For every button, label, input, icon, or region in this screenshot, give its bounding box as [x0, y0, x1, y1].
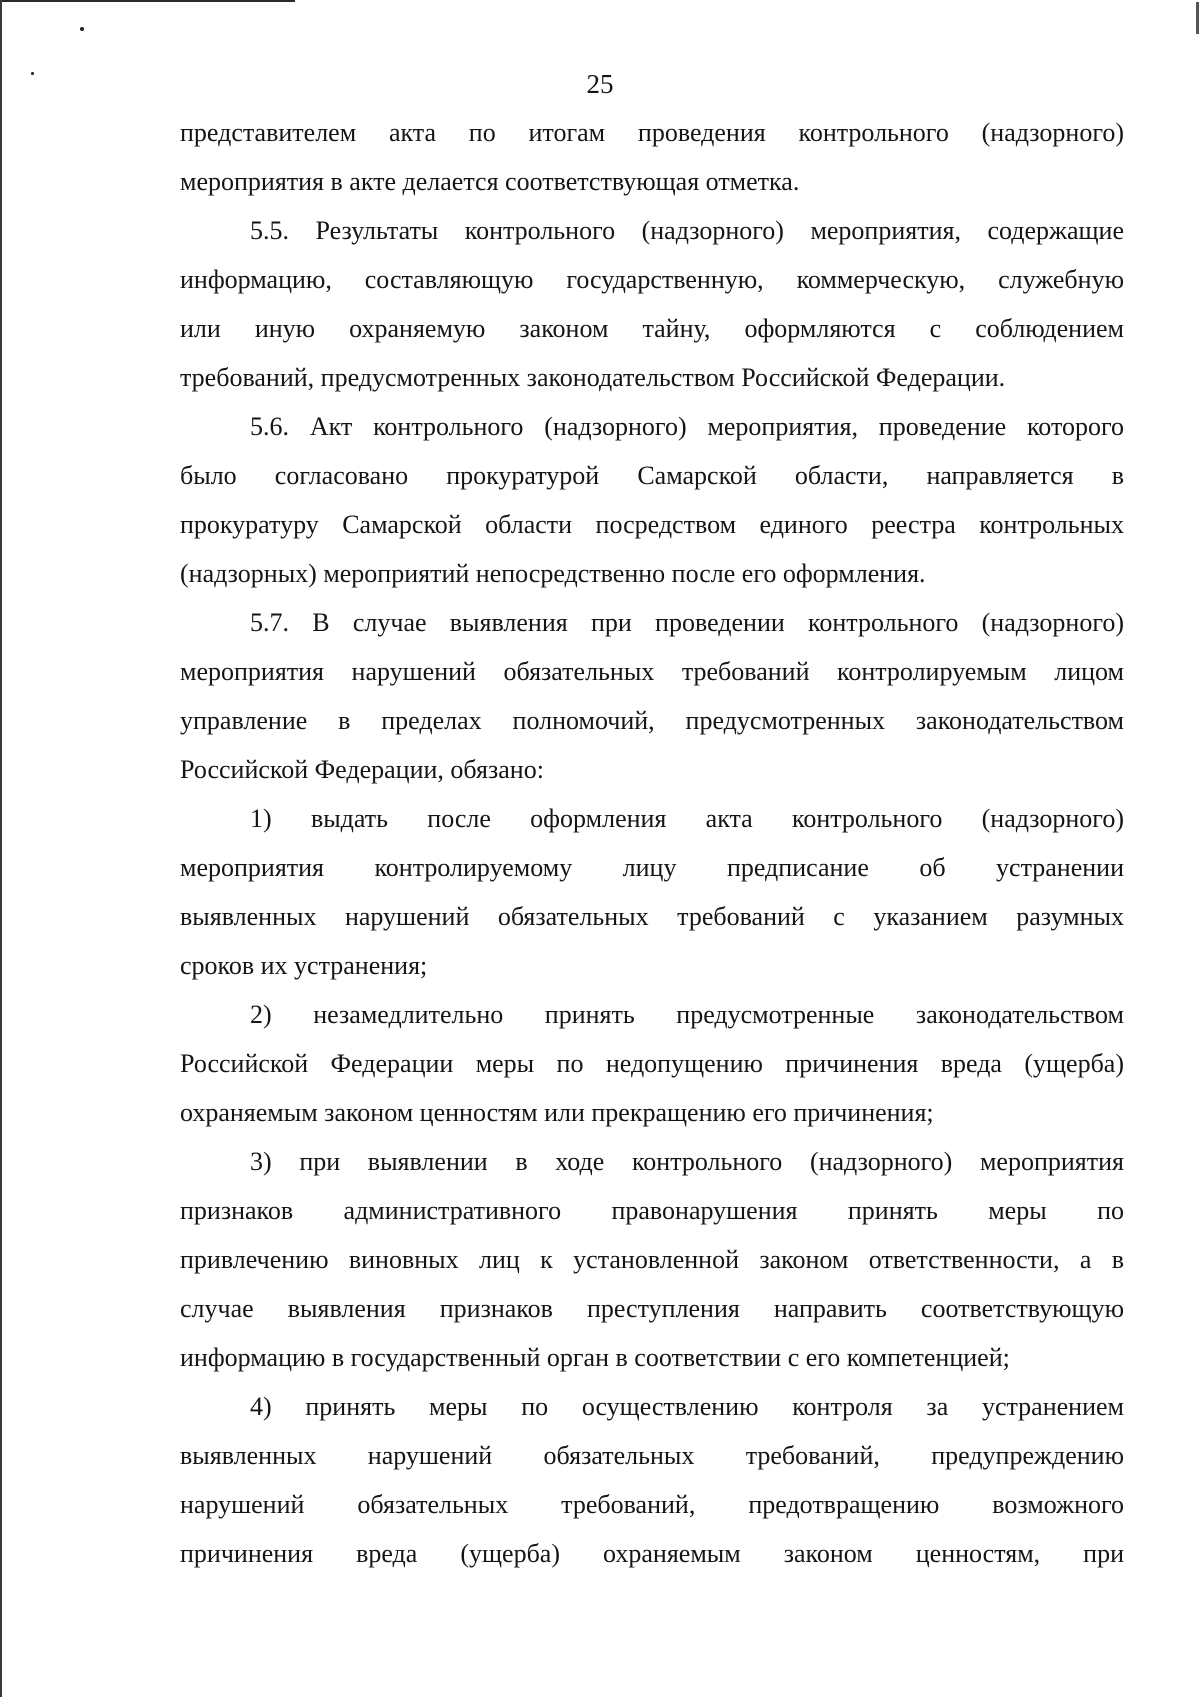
scan-speck — [80, 27, 84, 31]
text-line: требований, предусмотренных законодательством Российской Федерации. — [180, 363, 1006, 392]
text-line: представителем акта по итогам проведения контрольного (надзорного) — [180, 118, 1124, 147]
text-line: 1) выдать после оформления акта контрольного (надзорного) — [250, 804, 1124, 833]
text-line: информацию в государственный орган в соответствии с его компетенцией; — [180, 1343, 1010, 1372]
text-line: 5.5. Результаты контрольного (надзорного) мероприятия, содержащие — [250, 216, 1124, 245]
page-number: 25 — [586, 69, 614, 99]
text-line: 3) при выявлении в ходе контрольного (надзорного) мероприятия — [250, 1147, 1124, 1176]
text-line: (надзорных) мероприятий непосредственно после его оформления. — [180, 559, 926, 588]
text-line: признаков административного правонарушения принять меры по — [180, 1196, 1124, 1225]
text-line: или иную охраняемую законом тайну, оформляются с соблюдением — [180, 314, 1124, 343]
scan-border-right-mark — [1196, 2, 1199, 34]
text-line: мероприятия нарушений обязательных требований контролируемым лицом — [180, 657, 1124, 686]
text-line: привлечению виновных лиц к установленной законом ответственности, а в — [180, 1245, 1124, 1274]
body-text — [180, 108, 1124, 1578]
text-line: охраняемым законом ценностям или прекращению его причинения; — [180, 1098, 934, 1127]
text-line: 2) незамедлительно принять предусмотренные законодательством — [250, 1000, 1124, 1029]
text-line: 4) принять меры по осуществлению контроля за устранением — [250, 1392, 1124, 1421]
text-line: мероприятия контролируемому лицу предписание об устранении — [180, 853, 1124, 882]
text-line: мероприятия в акте делается соответствующая отметка. — [180, 167, 800, 196]
text-line: управление в пределах полномочий, предусмотренных законодательством — [180, 706, 1124, 735]
scan-border-top — [0, 0, 295, 2]
text-line: случае выявления признаков преступления направить соответствующую — [180, 1294, 1124, 1323]
text-line: выявленных нарушений обязательных требований с указанием разумных — [180, 902, 1124, 931]
text-line: причинения вреда (ущерба) охраняемым законом ценностям, при — [180, 1539, 1124, 1568]
scan-border-left — [0, 0, 2, 1697]
text-line: Российской Федерации, обязано: — [180, 755, 544, 784]
text-line: 5.7. В случае выявления при проведении контрольного (надзорного) — [250, 608, 1124, 637]
text-line: выявленных нарушений обязательных требований, предупреждению — [180, 1441, 1124, 1470]
text-line: 5.6. Акт контрольного (надзорного) мероприятия, проведение которого — [250, 412, 1124, 441]
text-line: нарушений обязательных требований, предотвращению возможного — [180, 1490, 1124, 1519]
text-line: было согласовано прокуратурой Самарской области, направляется в — [180, 461, 1124, 490]
text-line: информацию, составляющую государственную, коммерческую, служебную — [180, 265, 1124, 294]
text-line: Российской Федерации меры по недопущению причинения вреда (ущерба) — [180, 1049, 1124, 1078]
text-line: сроков их устранения; — [180, 951, 428, 980]
text-line: прокуратуру Самарской области посредством единого реестра контрольных — [180, 510, 1124, 539]
